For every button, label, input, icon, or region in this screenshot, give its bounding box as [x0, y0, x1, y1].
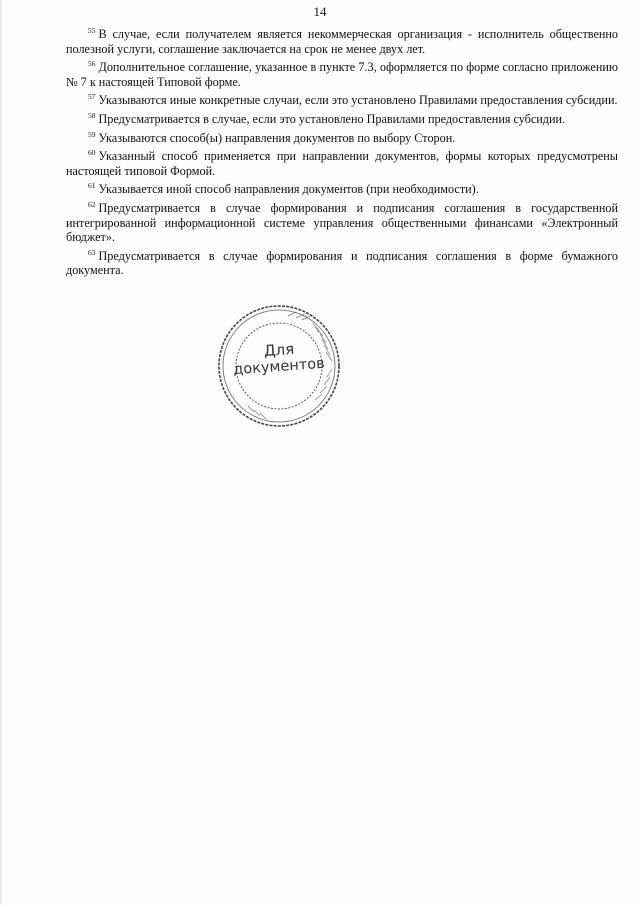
footnote-mark: 61 — [88, 181, 96, 191]
page-number: 14 — [313, 4, 327, 19]
footnotes-list — [66, 24, 618, 279]
footnote — [66, 246, 618, 278]
footnote — [66, 109, 618, 127]
footnote-text: Указывается иной способ направления документов (при необходимости). — [98, 182, 479, 197]
stamp-line1: Для — [263, 339, 295, 361]
footnote-mark: 63 — [88, 247, 96, 257]
footnote-text: Указываются способ(ы) направления документов по выбору Сторон. — [98, 130, 456, 145]
footnote-mark: 57 — [88, 92, 96, 102]
footnote-text: Предусматривается в случае формирования и подписания соглашения в государственной интегрированной информационной системе управления общественными финансами «Электронный бюджет». — [66, 200, 618, 245]
stamp-line2: документов — [232, 355, 326, 379]
footnote — [66, 128, 618, 146]
footnote-text: Указанный способ применяется при направлении документов, формы которых предусмотрены настоящей типовой Формой. — [66, 149, 618, 178]
footnote — [66, 146, 618, 178]
stamp — [216, 303, 342, 429]
footnote-text: Предусматривается в случае формирования и подписания соглашения в форме бумажного документа. — [66, 248, 618, 278]
footnote-text: Указываются иные конкретные случаи, если это установлено Правилами предоставления субсидии. — [98, 93, 618, 108]
footnote-text: Предусматривается в случае, если это установлено Правилами предоставления субсидии. — [98, 111, 566, 126]
footnote-mark: 55 — [88, 26, 96, 35]
footnote-mark: 59 — [88, 129, 96, 139]
footnote-mark: 56 — [88, 59, 96, 69]
footnote-mark: 60 — [88, 148, 96, 158]
footnote-mark: 58 — [88, 110, 96, 120]
footnote — [66, 198, 618, 245]
footnote — [66, 179, 618, 197]
footnote — [66, 57, 618, 89]
footnote — [66, 90, 618, 108]
footnote-text: В случае, если получателем является некоммерческая организация - исполнитель общественно полезной услуги, соглашение заключается на срок не менее двух лет. — [66, 27, 618, 56]
footnote-mark: 62 — [88, 199, 96, 209]
footnote-text: Дополнительное соглашение, указанное в пункте 7.3, оформляется по форме согласно приложению № 7 к настоящей Типовой форме. — [66, 60, 618, 89]
scan-edge — [0, 0, 2, 905]
footnote — [66, 24, 618, 56]
